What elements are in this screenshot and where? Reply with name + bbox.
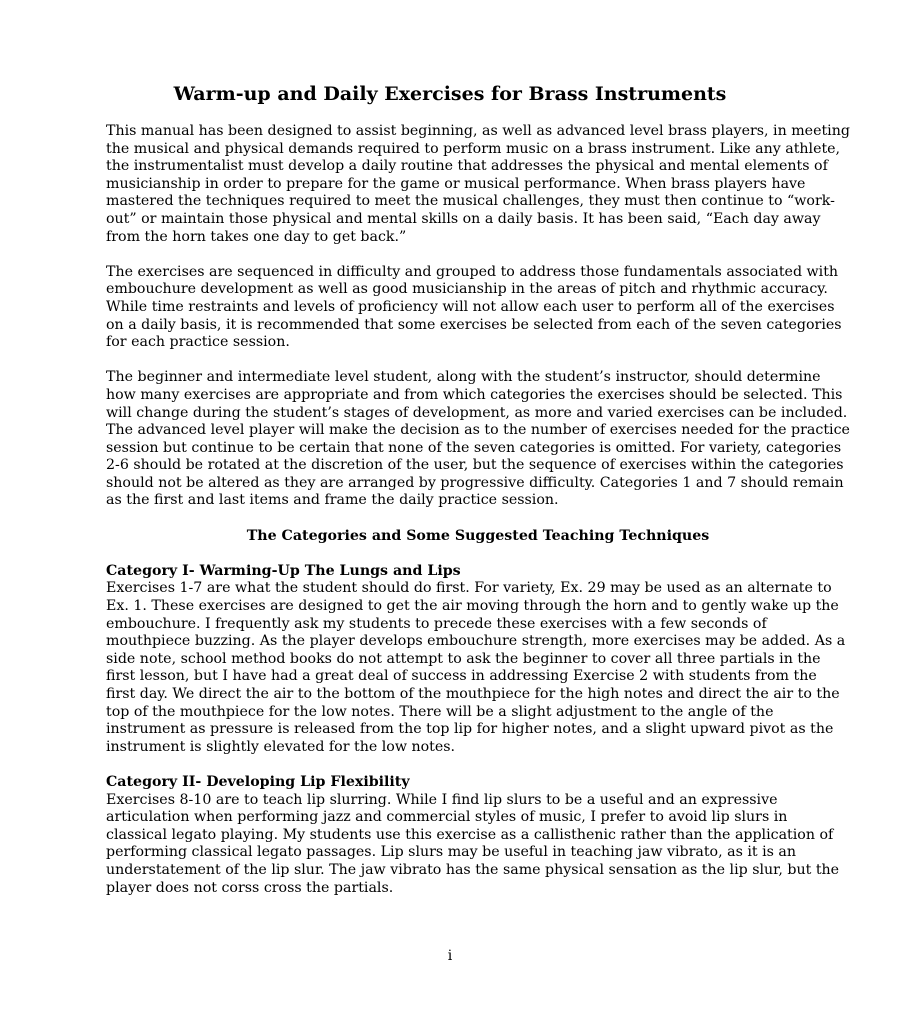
category-heading-1: Category I- Warming-Up The Lungs and Lips xyxy=(106,562,461,579)
page-title: Warm-up and Daily Exercises for Brass Instruments xyxy=(173,83,727,105)
page-number: i xyxy=(447,948,453,964)
category-heading-2: Category II- Developing Lip Flexibility xyxy=(106,773,410,790)
category-body-1: Exercises 1-7 are what the student should do first. For variety, Ex. 29 may be used as an alternate to Ex. 1. These exercises are designed to get the air moving through the horn and to gently wake up the embouchure. I frequently ask my students to precede these exercises with a few seconds of mouthpiece buzzing. As the player develops embouchure strength, more exercises may be added. As a side note, school method books do not attempt to ask the beginner to cover all three partials in the first lesson, but I have had a great deal of success in addressing Exercise 2 with students from the first day. We direct the air to the bottom of the mouthpiece for the high notes and direct the air to the top of the mouthpiece for the low notes. There will be a slight adjustment to the angle of the instrument as pressure is released from the top lip for higher notes, and a slight upward pivot as the instrument is slightly elevated for the low notes. xyxy=(106,580,846,755)
section-subheading: The Categories and Some Suggested Teaching Techniques xyxy=(246,527,710,544)
document-body xyxy=(106,123,850,915)
intro-paragraph-3: The beginner and intermediate level student, along with the student’s instructor, should determine how many exercises are appropriate and from which categories the exercises should be selected. This will change during the student’s stages of development, as more and varied exercises can be included. The advanced level player will make the decision as to the number of exercises needed for the practice session but continue to be certain that none of the seven categories is omitted. For variety, categories 2-6 should be rotated at the discretion of the user, but the sequence of exercises within the categories should not be altered as they are arranged by progressive difficulty. Categories 1 and 7 should remain as the first and last items and frame the daily practice session. xyxy=(106,369,850,509)
category-section-2 xyxy=(106,774,850,897)
category-section-1 xyxy=(106,563,850,757)
intro-paragraph-1: This manual has been designed to assist beginning, as well as advanced level brass players, in meeting the musical and physical demands required to perform music on a brass instrument. Like any athlete, the instrumentalist must develop a daily routine that addresses the physical and mental elements of musicianship in order to prepare for the game or musical performance. When brass players have mastered the techniques required to meet the musical challenges, they must then continue to “work-out” or maintain those physical and mental skills on a daily basis. It has been said, “Each day away from the horn takes one day to get back.” xyxy=(106,123,850,245)
category-body-2: Exercises 8-10 are to teach lip slurring. While I find lip slurs to be a useful and an expressive articulation when performing jazz and commercial styles of music, I prefer to avoid lip slurs in classical legato playing. My students use this exercise as a callisthenic rather than the application of performing classical legato passages. Lip slurs may be useful in teaching jaw vibrato, as it is an understatement of the lip slur. The jaw vibrato has the same physical sensation as the lip slur, but the player does not corss cross the partials. xyxy=(106,791,840,896)
intro-paragraph-2: The exercises are sequenced in difficulty and grouped to address those fundamentals associated with embouchure development as well as good musicianship in the areas of pitch and rhythmic accuracy. While time restraints and levels of proficiency will not allow each user to perform all of the exercises on a daily basis, it is recommended that some exercises be selected from each of the seven categories for each practice session. xyxy=(106,263,842,351)
